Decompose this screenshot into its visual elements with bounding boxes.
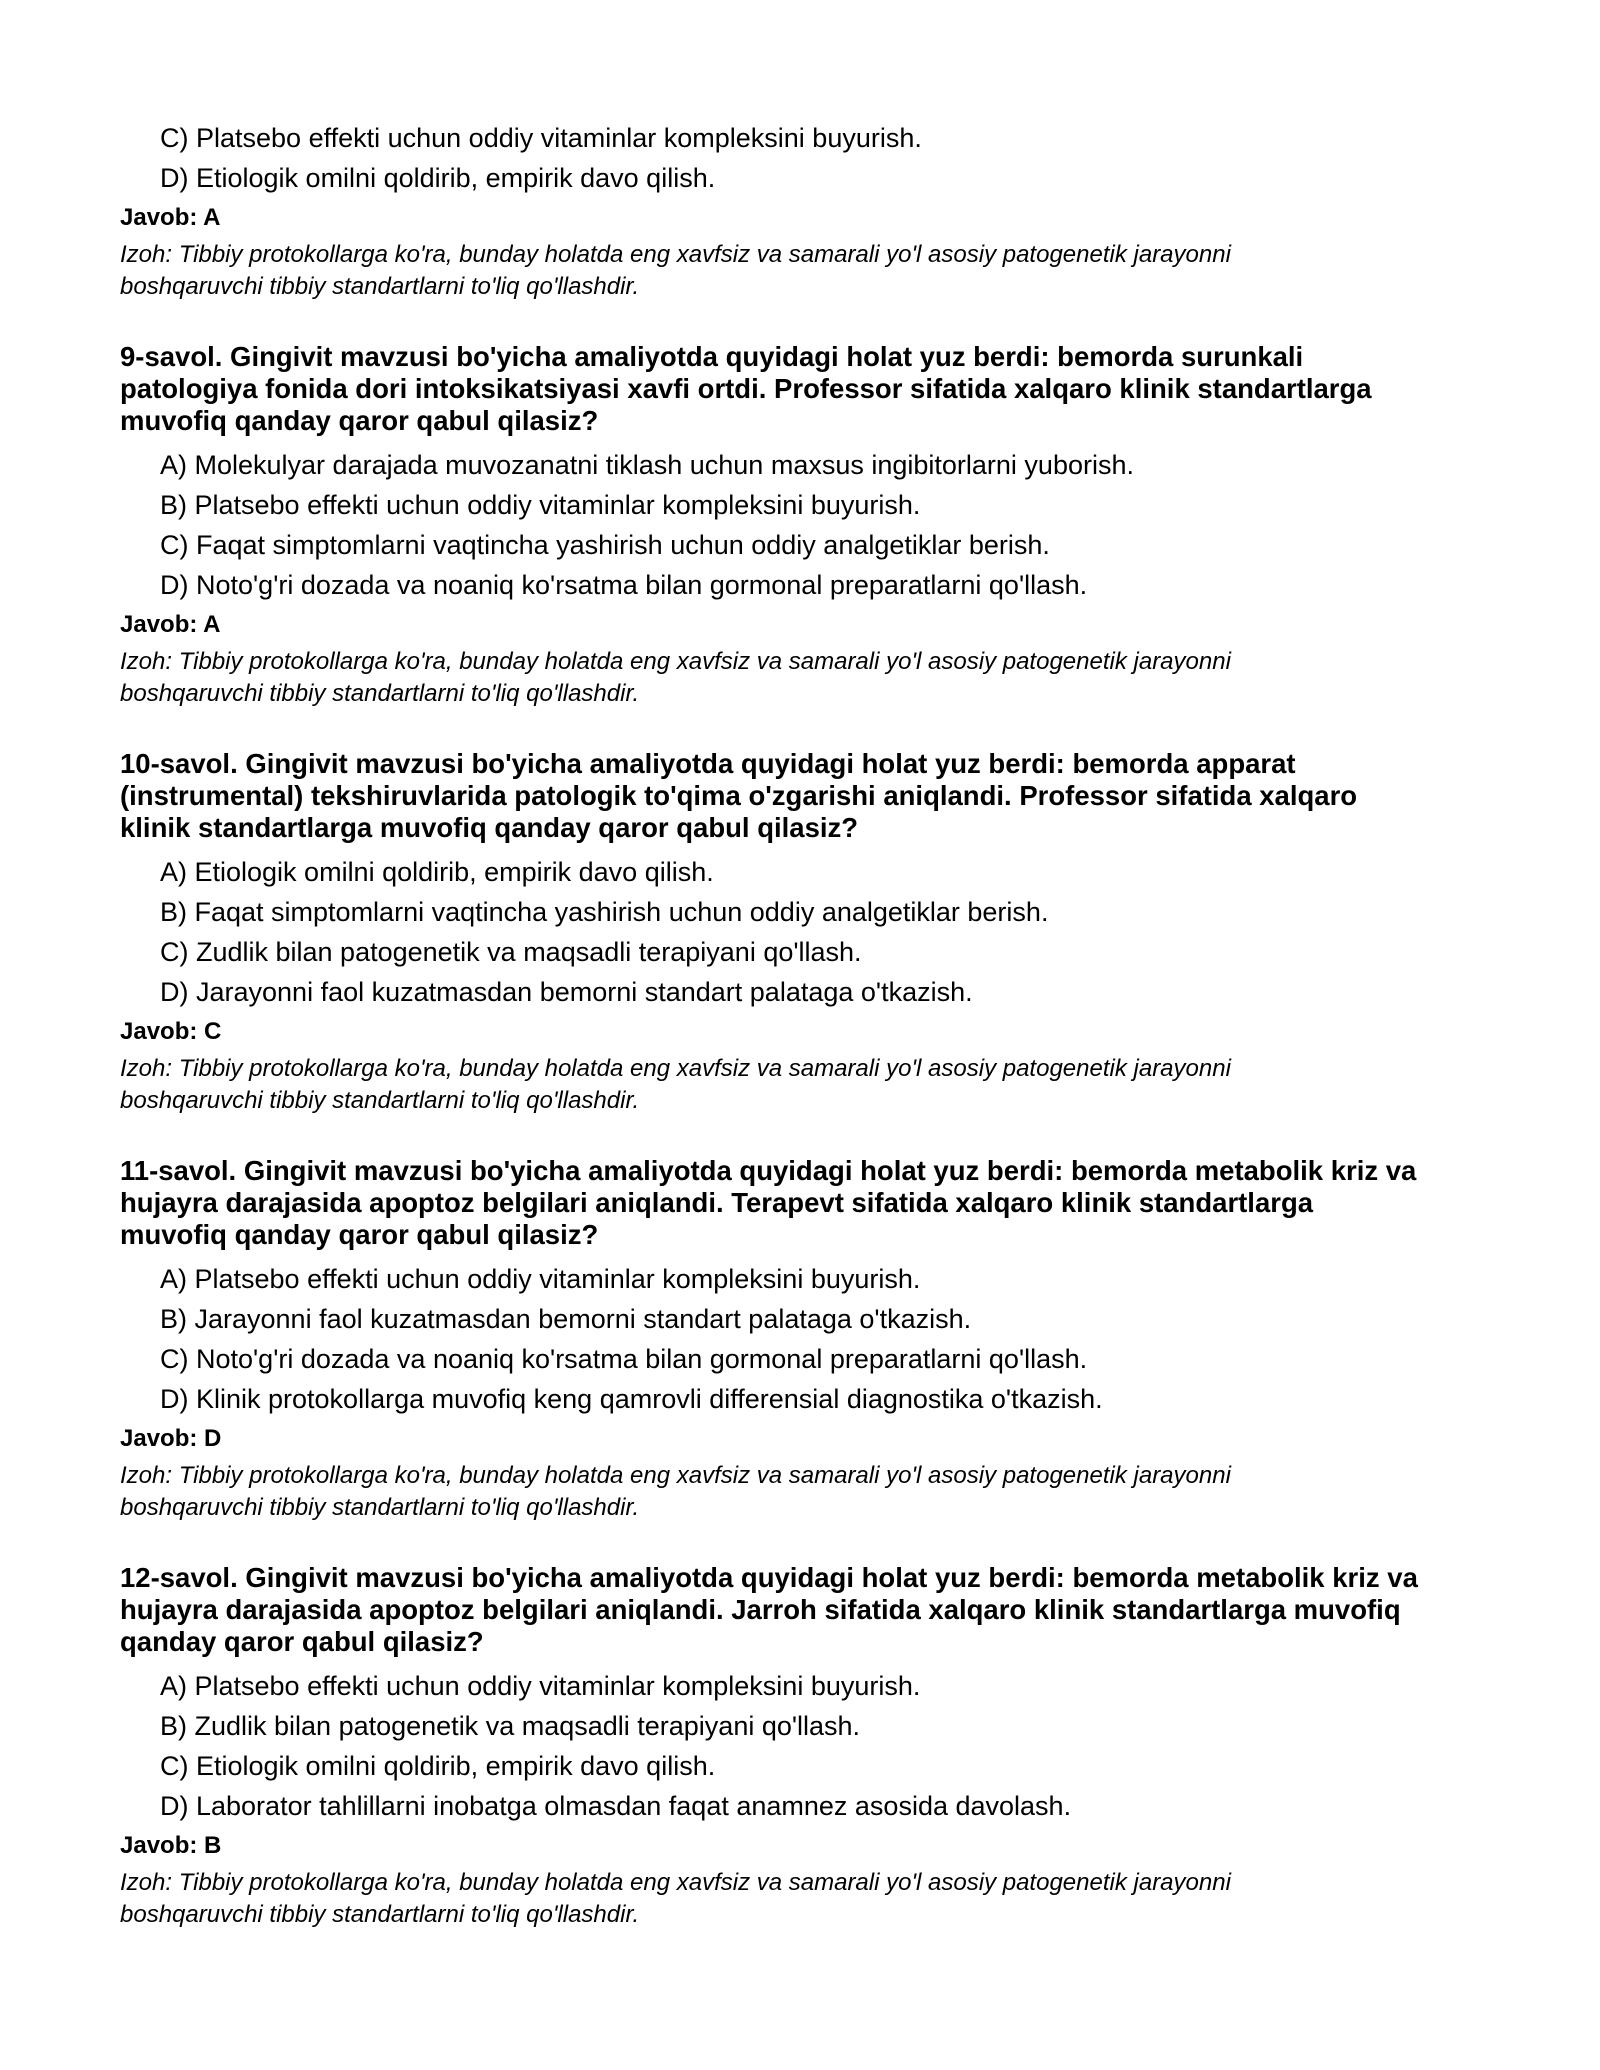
answer-label: Javob: D xyxy=(120,1425,222,1452)
explanation-note xyxy=(120,1460,1500,1524)
answer-label: Javob: A xyxy=(120,611,221,638)
option-b: B) Platsebo effekti uchun oddiy vitaminlar kompleksini buyurish. xyxy=(160,490,921,520)
explanation-note xyxy=(120,239,1500,303)
options-list xyxy=(120,1259,1500,1419)
option-a: A) Etiologik omilni qoldirib, empirik davo qilish. xyxy=(160,857,714,887)
note-line: Izoh: Tibbiy protokollarga ko'ra, bunday holatda eng xavfsiz va samarali yo'l asosiy patogenetik jarayonni xyxy=(120,1869,1231,1896)
options-list xyxy=(120,1666,1500,1826)
question-11 xyxy=(120,1155,1500,1524)
note-line: boshqaruvchi tibbiy standartlarni to'liq qo'llashdir. xyxy=(120,1901,640,1928)
question-line: 9-savol. Gingivit mavzusi bo'yicha amaliyotda quyidagi holat yuz berdi: bemorda surunkali xyxy=(120,341,1304,372)
note-line: Izoh: Tibbiy protokollarga ko'ra, bunday holatda eng xavfsiz va samarali yo'l asosiy patogenetik jarayonni xyxy=(120,648,1231,675)
question-line: muvofiq qanday qaror qabul qilasiz? xyxy=(120,1219,599,1250)
explanation-note xyxy=(120,1053,1500,1117)
option-c: C) Faqat simptomlarni vaqtincha yashirish uchun oddiy analgetiklar berish. xyxy=(160,530,1050,560)
question-line: 12-savol. Gingivit mavzusi bo'yicha amaliyotda quyidagi holat yuz berdi: bemorda metabolik kriz va xyxy=(120,1562,1418,1593)
question-text xyxy=(120,341,1500,437)
option-c: C) Noto'g'ri dozada va noaniq ko'rsatma bilan gormonal preparatlarni qo'llash. xyxy=(160,1344,1088,1374)
option-d: D) Klinik protokollarga muvofiq keng qamrovli differensial diagnostika o'tkazish. xyxy=(160,1384,1103,1414)
option-d: D) Jarayonni faol kuzatmasdan bemorni standart palataga o'tkazish. xyxy=(160,977,973,1007)
question-line: qanday qaror qabul qilasiz? xyxy=(120,1626,484,1657)
option-d: D) Laborator tahlillarni inobatga olmasdan faqat anamnez asosida davolash. xyxy=(160,1791,1072,1821)
question-line: (instrumental) tekshiruvlarida patologik to'qima o'zgarishi aniqlandi. Professor sifatida xalqaro xyxy=(120,780,1358,811)
question-text xyxy=(120,1562,1500,1658)
question-line: 10-savol. Gingivit mavzusi bo'yicha amaliyotda quyidagi holat yuz berdi: bemorda apparat xyxy=(120,748,1296,779)
note-line: boshqaruvchi tibbiy standartlarni to'liq qo'llashdir. xyxy=(120,1494,640,1521)
question-9 xyxy=(120,341,1500,710)
question-line: hujayra darajasida apoptoz belgilari aniqlandi. Terapevt sifatida xalqaro klinik standartlarga xyxy=(120,1187,1314,1218)
question-text xyxy=(120,748,1500,844)
note-line: boshqaruvchi tibbiy standartlarni to'liq qo'llashdir. xyxy=(120,273,640,300)
answer-label: Javob: A xyxy=(120,204,221,231)
explanation-note xyxy=(120,646,1500,710)
question-12 xyxy=(120,1562,1500,1931)
option-d: D) Etiologik omilni qoldirib, empirik davo qilish. xyxy=(160,163,716,193)
answer-label: Javob: C xyxy=(120,1018,222,1045)
option-c: C) Etiologik omilni qoldirib, empirik davo qilish. xyxy=(160,1751,716,1781)
note-line: boshqaruvchi tibbiy standartlarni to'liq qo'llashdir. xyxy=(120,680,640,707)
option-b: B) Faqat simptomlarni vaqtincha yashirish uchun oddiy analgetiklar berish. xyxy=(160,897,1049,927)
question-line: patologiya fonida dori intoksikatsiyasi xavfi ortdi. Professor sifatida xalqaro klinik standartlarga xyxy=(120,373,1372,404)
option-b: B) Jarayonni faol kuzatmasdan bemorni standart palataga o'tkazish. xyxy=(160,1304,972,1334)
options-list xyxy=(120,118,1500,198)
question-line: 11-savol. Gingivit mavzusi bo'yicha amaliyotda quyidagi holat yuz berdi: bemorda metabolik kriz va xyxy=(120,1155,1417,1186)
question-text xyxy=(120,1155,1500,1251)
options-list xyxy=(120,852,1500,1012)
option-a: A) Platsebo effekti uchun oddiy vitaminlar kompleksini buyurish. xyxy=(160,1671,921,1701)
option-c: C) Zudlik bilan patogenetik va maqsadli terapiyani qo'llash. xyxy=(160,937,862,967)
note-line: Izoh: Tibbiy protokollarga ko'ra, bunday holatda eng xavfsiz va samarali yo'l asosiy patogenetik jarayonni xyxy=(120,1055,1231,1082)
options-list xyxy=(120,445,1500,605)
question-line: klinik standartlarga muvofiq qanday qaror qabul qilasiz? xyxy=(120,812,859,843)
answer-label: Javob: B xyxy=(120,1832,222,1859)
option-a: A) Molekulyar darajada muvozanatni tiklash uchun maxsus ingibitorlarni yuborish. xyxy=(160,450,1134,480)
document-page xyxy=(120,118,1500,1931)
question-line: muvofiq qanday qaror qabul qilasiz? xyxy=(120,405,599,436)
question-10 xyxy=(120,748,1500,1117)
option-b: B) Zudlik bilan patogenetik va maqsadli terapiyani qo'llash. xyxy=(160,1711,861,1741)
explanation-note xyxy=(120,1867,1500,1931)
note-line: boshqaruvchi tibbiy standartlarni to'liq qo'llashdir. xyxy=(120,1087,640,1114)
question-line: hujayra darajasida apoptoz belgilari aniqlandi. Jarroh sifatida xalqaro klinik standartlarga muvofiq xyxy=(120,1594,1401,1625)
option-d: D) Noto'g'ri dozada va noaniq ko'rsatma bilan gormonal preparatlarni qo'llash. xyxy=(160,570,1088,600)
note-line: Izoh: Tibbiy protokollarga ko'ra, bunday holatda eng xavfsiz va samarali yo'l asosiy patogenetik jarayonni xyxy=(120,241,1231,268)
note-line: Izoh: Tibbiy protokollarga ko'ra, bunday holatda eng xavfsiz va samarali yo'l asosiy patogenetik jarayonni xyxy=(120,1462,1231,1489)
question-8-continuation xyxy=(120,118,1500,303)
option-c: C) Platsebo effekti uchun oddiy vitaminlar kompleksini buyurish. xyxy=(160,123,922,153)
option-a: A) Platsebo effekti uchun oddiy vitaminlar kompleksini buyurish. xyxy=(160,1264,921,1294)
